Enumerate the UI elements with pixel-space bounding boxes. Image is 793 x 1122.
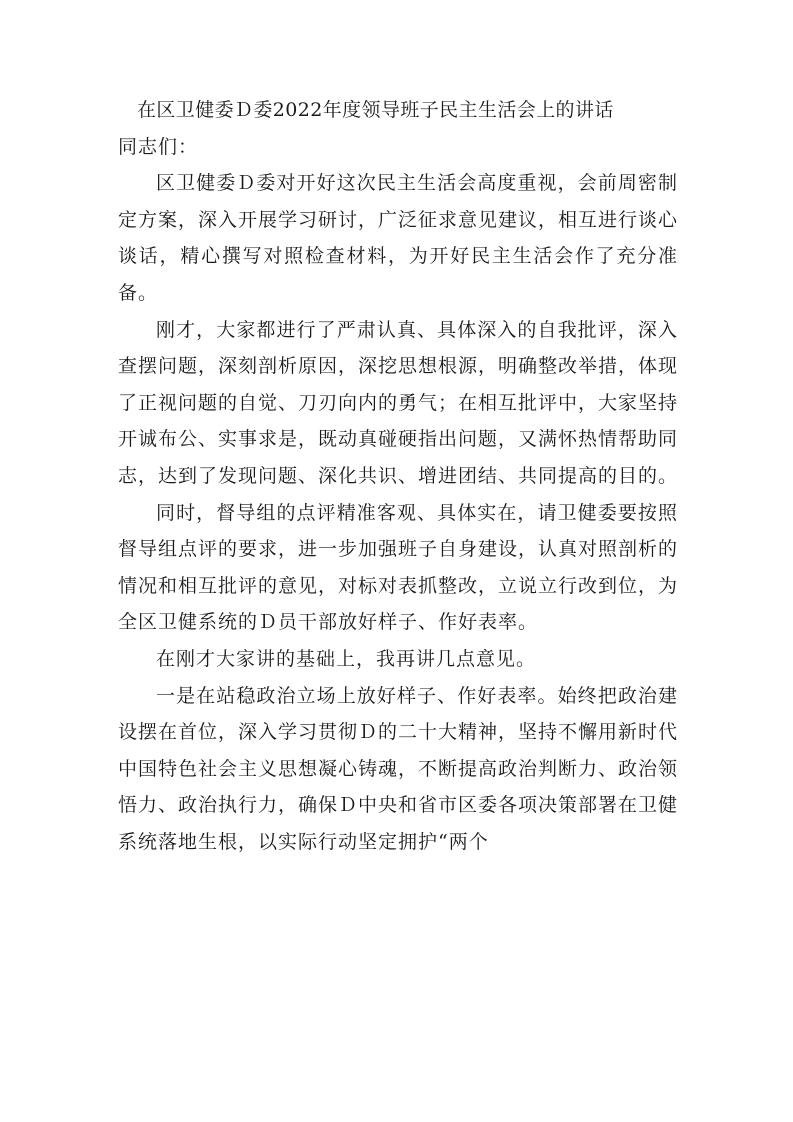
paragraph-political-stance: 一是在站稳政治立场上放好样子、作好表率。始终把政治建设摆在首位，深入学习贯彻Ｄ的二十大精神，坚持不懈用新时代中国特色社会主义思想凝心铸魂，不断提高政治判断力、政治领悟力、政治执行力，确保Ｄ中央和省市区委各项决策部署在卫健系统落地生根，以实际行动坚定拥护“两个 [118, 684, 679, 853]
salutation: 同志们： [118, 135, 199, 158]
document-title: 在区卫健委Ｄ委2022年度领导班子民主生活会上的讲话 [137, 99, 614, 121]
paragraph-transition: 在刚才大家讲的基础上，我再讲几点意见。 [156, 647, 537, 670]
paragraph-criticism: 刚才，大家都进行了严肃认真、具体深入的自我批评，深入查摆问题，深刻剖析原因，深挖思想根源，明确整改举措，体现了正视问题的自觉、刀刃向内的勇气；在相互批评中，大家坚持开诚布公、实事求是，既动真碰硬指出问题，又满怀热情帮助同志，达到了发现问题、深化共识、增进团结、共同提高的目的。 [118, 318, 679, 487]
paragraph-preparation: 区卫健委Ｄ委对开好这次民主生活会高度重视，会前周密制定方案，深入开展学习研讨，广泛征求意见建议，相互进行谈心谈话，精心撰写对照检查材料，为开好民主生活会作了充分准备。 [118, 172, 679, 304]
paragraph-supervision: 同时，督导组的点评精准客观、具体实在，请卫健委要按照督导组点评的要求，进一步加强班子自身建设，认真对照剖析的情况和相互批评的意见，对标对表抓整改，立说立行改到位，为全区卫健系统的Ｄ员干部放好样子、作好表率。 [118, 501, 679, 634]
document-body [118, 92, 678, 860]
